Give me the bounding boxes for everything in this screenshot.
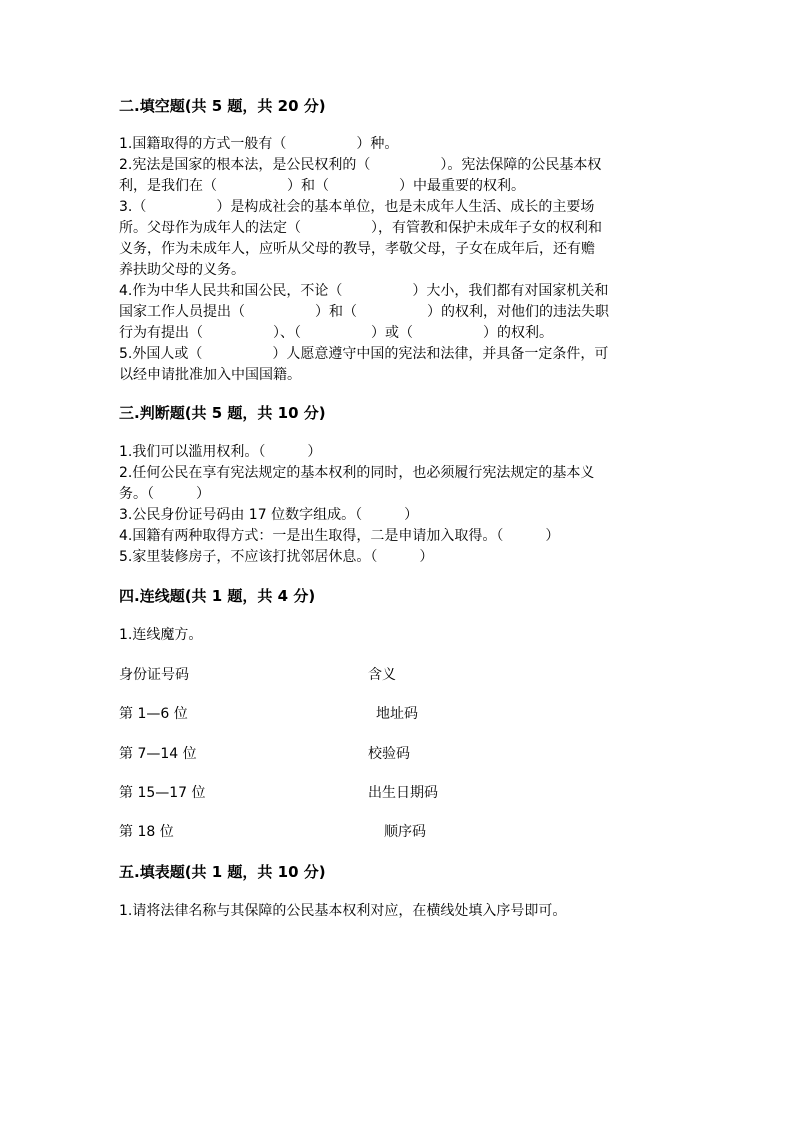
matching-left-item: 第 18 位 (119, 824, 174, 840)
fill-table-question: 1.请将法律名称与其保障的公民基本权利对应，在横线处填入序号即可。 (119, 903, 567, 919)
fill-blank-q3-line4: 养扶助父母的义务。 (119, 262, 245, 278)
fill-blank-q2-line2: 利，是我们在（ ）和（ ）中最重要的权利。 (119, 178, 525, 194)
true-false-q4: 4.国籍有两种取得方式：一是出生取得，二是申请加入取得。（ ） (119, 528, 560, 544)
fill-blank-q1-line: 1.国籍取得的方式一般有（ ）种。 (119, 136, 399, 152)
matching-left-item: 第 1—6 位 (119, 706, 188, 722)
section-heading-fill-table: 五.填表题(共 1 题，共 10 分) (119, 863, 326, 881)
section-heading-true-false: 三.判断题(共 5 题，共 10 分) (119, 404, 326, 422)
matching-right-item: 含义 (368, 667, 396, 683)
fill-blank-q3-line2: 所。父母作为成年人的法定（ ），有管教和保护未成年子女的权利和 (119, 220, 602, 236)
section-heading-fill-blank: 二.填空题(共 5 题，共 20 分) (119, 97, 326, 115)
true-false-q3: 3.公民身份证号码由 17 位数字组成。（ ） (119, 507, 419, 523)
fill-blank-q4-line3: 行为有提出（ ）、（ ）或（ ）的权利。 (119, 325, 553, 341)
matching-left-item: 第 15—17 位 (119, 785, 206, 801)
section-heading-matching: 四.连线题(共 1 题，共 4 分) (119, 587, 316, 605)
matching-right-item: 校验码 (368, 746, 410, 762)
fill-blank-q5-line2: 以经申请批准加入中国国籍。 (119, 367, 301, 383)
matching-left-item: 第 7—14 位 (119, 746, 197, 762)
true-false-q2-line1: 2.任何公民在享有宪法规定的基本权利的同时，也必须履行宪法规定的基本义 (119, 465, 595, 481)
true-false-q1: 1.我们可以滥用权利。（ ） (119, 444, 322, 460)
fill-blank-q3-line3: 义务，作为未成年人，应听从父母的教导，孝敬父母，子女在成年后，还有赡 (119, 241, 595, 257)
fill-blank-q5-line1: 5.外国人或（ ）人愿意遵守中国的宪法和法律，并具备一定条件，可 (119, 346, 609, 362)
fill-blank-q4-line1: 4.作为中华人民共和国公民，不论（ ）大小，我们都有对国家机关和 (119, 283, 609, 299)
matching-left-item: 身份证号码 (119, 667, 189, 683)
true-false-q2-line2: 务。（ ） (119, 486, 210, 502)
fill-blank-q4-line2: 国家工作人员提出（ ）和（ ）的权利，对他们的违法失职 (119, 304, 609, 320)
true-false-q5: 5.家里装修房子，不应该打扰邻居休息。（ ） (119, 549, 434, 565)
matching-right-item: 出生日期码 (368, 785, 438, 801)
matching-question: 1.连线魔方。 (119, 627, 203, 643)
matching-right-item: 地址码 (376, 706, 418, 722)
matching-right-item: 顺序码 (384, 824, 426, 840)
fill-blank-q3-line1: 3.（ ）是构成社会的基本单位，也是未成年人生活、成长的主要场 (119, 199, 595, 215)
fill-blank-q2-line1: 2.宪法是国家的根本法，是公民权利的（ ）。宪法保障的公民基本权 (119, 157, 602, 173)
